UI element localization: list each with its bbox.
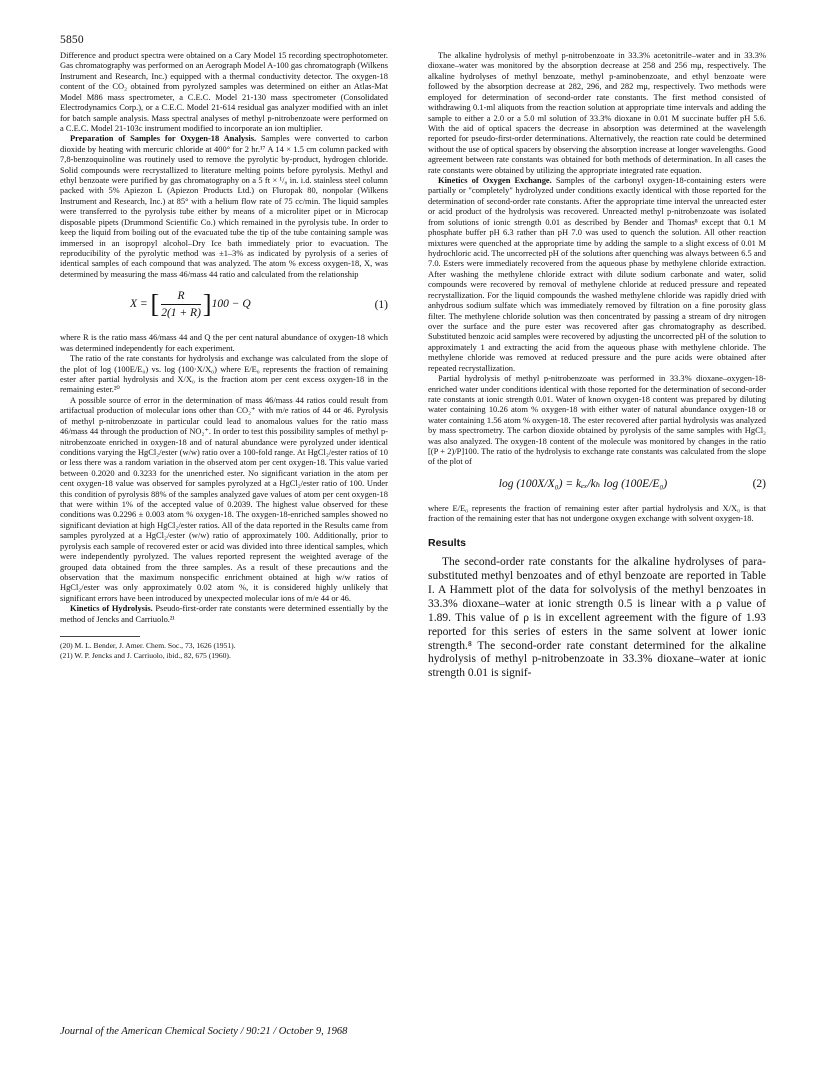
fraction [161, 289, 201, 320]
left-bracket: [ [150, 289, 160, 319]
footnotes [60, 641, 388, 660]
paragraph [60, 133, 388, 279]
paragraph: The alkaline hydrolysis of methyl p-nitrobenzoate in 33.3% acetonitrile–water and in 33.3% dioxane–water was monitored by the absorption decrease at 258 and 256 mμ, respectively. The alkaline hydrolyses of methyl benzoate, methyl p-aminobenzoate, and ethyl benzoate were followed by the absorption decrease at 282, 296, and 282 mμ, respectively. Two methods were employed for determination of second-order rate constants. The first method consisted of withdrawing 0.1-ml aliquots from the reaction solution at appropriate time intervals and adding the sample to either a 2.0 or a 5.0 ml solution of 33.3% dioxane in 0.01 M succinate buffer pH 5.6. With the aid of optical spacers the decrease in absorption was determined at the wavelength reported for pseudo-first-order determinations. Alternatively, the reaction rate could be determined without the use of optical spacers by observing the absorption increase at longer wavelengths. Good agreement between rate constants was obtained for both methods of determination. In all cases the rate constants were obtained by utilizing the appropriate integrated rate equation. [428, 50, 766, 175]
paragraph: Partial hydrolysis of methyl p-nitrobenzoate was performed in 33.3% dioxane–oxygen-18-enriched water under conditions identical with those reported for the determination of second-order rate constants at ionic strength 0.01. Water of known oxygen-18 content was prepared by diluting water containing 10.26 atom % oxygen-18 with either water of natural abundance oxygen-18 or water containing 1.56 atom % oxygen-18. The ester recovered after partial hydrolysis was analyzed by mass spectrometry. The carbon dioxide obtained by pyrolysis of the same samples with HgCl₂ was also analyzed. The oxygen-18 content of the molecule was monitored by changes in the ratio [(P + 2)/P]100. The ratio of the hydrolysis to exchange rate constants was calculated from the slope of the plot of [428, 373, 766, 467]
equation-number: (1) [374, 298, 388, 311]
section-heading: Results [428, 536, 466, 549]
paragraph: The second-order rate constants for the alkaline hydrolyses of para-substituted methyl benzoates and of ethyl benzoate are reported in Table I. A Hammett plot of the data for solvolysis of the methyl benzoates in 33.3% dioxane–water at ionic strength 0.5 is linear with a ρ value of 1.89. This value of ρ is in excellent agreement with the figure of 1.93 reported for this series of esters in the same solvent at lower ionic strength.⁸ The second-order rate constant determined for the alkaline hydrolysis of methyl p-nitrobenzoate in 33.3% dioxane–water at ionic strength 0.01 is signif- [428, 556, 766, 680]
results-section [428, 556, 766, 681]
paragraph: A possible source of error in the determination of mass 46/mass 44 ratios could result from artifactual production of molecular ions other than CO₂⁺ with m/e ratios of 44 or 46. Pyrolysis of methyl p-nitrobenzoate in particular could lead to anomalous values for the ratio mass 46/mass 44 through the production of NO₂⁺. In order to test this possibility samples of methyl p-nitrobenzoate enriched in oxygen-18 and of natural abundance were pyrolyzed under identical conditions varying the HgCl₂/ester (w/w) ratio over a 100-fold range. At HgCl₂/ester ratios of 10 or less there was a random variation in the observed atom per cent oxygen-18. This value varied between 0.2020 and 0.3233 for the unenriched ester. No significant variation in the atom per cent oxygen-18 value was observed for samples pyrolyzed at a HgCl₂/ester ratio of 100. Under this condition of pyrolysis 88% of the samples analyzed gave values of atom per cent oxygen-18 that were within 1% of the accepted value of 0.2039. The highest value observed for these conditions was 0.2296 ± 0.003 atom % oxygen-18. The oxygen-18-enriched samples showed no significant deviation at high HgCl₂/ester ratios. All of the data reported in the Results came from samples pyrolyzed at a HgCl₂/ester (w/w) ratio of approximately 100. Additionally, prior to pyrolysis each sample of recovered ester or acid was divided into three identical samples, which were independently pyrolyzed. The values reported represent the weighted average of the grouped data obtained from the three samples. As a result of these precautions and the observation that the maximum nonspecific enrichment obtained at high w/w ratios of HgCl₂/ester was only approximately 0.02 atom %, it is considered highly unlikely that significant errors have been introduced by unexpected molecular ions of m/e 44 or 46. [60, 394, 388, 603]
equation-number: (2) [752, 477, 766, 490]
left-column [60, 50, 388, 660]
footnote: (21) W. P. Jencks and J. Carriuolo, ibid., 82, 675 (1960). [60, 650, 231, 660]
paragraph [428, 175, 766, 373]
run-in-heading: Kinetics of Hydrolysis. [70, 603, 153, 614]
paragraph-body: Samples of the carbonyl oxygen-18-containing esters were partially or "completely" hydrolyzed under conditions exactly identical with those reported for the determination of second-order rate constants. After the appropriate time interval the unreacted ester or acid product of the hydrolysis was recovered. Unreacted methyl p-nitrobenzoate was isolated from solutions of ionic strength 0.01 as described by Bender and Thomas⁸ except that 0.1 M phosphate buffer pH 6.3 rather than pH 7.0 was used to quench the solution. All other reaction mixtures were quenched at the appropriate time by adding the sample to a slight excess of 0.01 M hydrochloric acid. The uncorrected pH of the solutions after quenching was always between 6.5 and 7.0. Esters were immediately recovered from the aqueous phase by methylene chloride extraction. After washing the methylene chloride extract with dilute sodium carbonate and water, solid compounds were recovered by removal of methylene chloride at reduced pressure and repeated recrystallization. For the liquid compounds the washed methylene chloride was rapidly dried with anhydrous sodium sulfate which was immediately removed by filtration on a fine porosity glass filter. The methylene chloride solution was then concentrated by passing a stream of dry nitrogen over the surface and the pure ester was recovered after gas chromatography as described. Substituted benzoic acid samples were recovered by adjusting the uncorrected pH of the solution to approximately 1 and extracting the acid from the aqueous phase with methylene chloride. The methylene chloride was removed at reduced pressure and the pure acids were obtained after repeated recrystallization. [428, 175, 766, 373]
equation-lhs: X = [130, 298, 151, 311]
equation-2 [428, 477, 766, 491]
equation-1 [60, 289, 388, 320]
paragraph-body: Pseudo-first-order rate constants were determined essentially by the method of Jencks and Carriuolo.²¹ [60, 603, 388, 624]
fraction-numerator: R [161, 289, 201, 305]
paragraph: where E/E₀ represents the fraction of remaining ester after partial hydrolysis and X/X₀ is that fraction of the remaining ester that has not undergone oxygen exchange with solvent oxygen-18. [428, 502, 766, 524]
right-bracket: ] [202, 289, 212, 319]
run-in-heading: Kinetics of Oxygen Exchange. [438, 175, 552, 186]
run-in-heading: Preparation of Samples for Oxygen-18 Analysis. [70, 133, 257, 144]
page-number: 5850 [60, 34, 84, 46]
footnote-divider [60, 636, 140, 637]
paragraph [60, 603, 388, 624]
right-column [428, 50, 766, 681]
equation-rhs: 100 − Q [211, 298, 251, 311]
footnote: (20) M. L. Bender, J. Amer. Chem. Soc., 73, 1626 (1951). [60, 641, 236, 651]
journal-footer: Journal of the American Chemical Society / 90:21 / October 9, 1968 [60, 1026, 348, 1037]
paragraph-body: Samples were converted to carbon dioxide by heating with mercuric chloride at 400° for 2 hr.¹⁷ A 14 × 1.5 cm column packed with 7,8-benzoquinoline was routinely used to remove the pyrolytic by-product, hydrogen chloride. Solid compounds were recrystallized to literature melting points before pyrolysis. Methyl and ethyl benzoate were purified by gas chromatography on a 5 ft × ¹/₈ in. i.d. stainless steel column packed with 5% Apiezon L (Apiezon Products Ltd.) on Fluropak 80, nonpolar (Wilkens Instrument and Research, Inc.) at 85° with a helium flow rate of 75 cc/min. The liquid samples were transferred to the pyrolysis tube either by means of a microliter pipet or in Microcap disposable pipets (Drummond Scientific Co.) which remained in the pyrolysis tube. In order to keep the liquid from boiling out of the evacuated tube the tip of the tube containing sample was immersed in an isopropyl alcohol–Dry Ice bath immediately prior to evacuation. The reproducibility of the pyrolytic method was ±1–3% as indicated by pyrolysis of a series of identical samples of each compound that was analyzed. The atom % excess oxygen-18, X, was determined by measuring the mass 46/mass 44 ratio and calculated from the relationship [60, 133, 388, 279]
paragraph: Difference and product spectra were obtained on a Cary Model 15 recording spectrophotometer. Gas chromatography was performed on an Aerograph Model A-100 gas chromatograph (Wilkens Instrument and Research, Inc.) equipped with a thermal conductivity detector. The oxygen-18 content of the CO₂ obtained from pyrolyzed samples was determined on either an Atlas-Mat Model M86 mass spectrometer, a C.E.C. Model 21-130 mass spectrometer (Consolidated Electrodynamics Corp.), or a C.E.C. Model 21-614 residual gas analyzer modified with an inlet for batch sample analysis. Mass spectral analyses of methyl p-nitrobenzoate were performed on a C.E.C. Model 21-103c instrument modified to incorporate an ion multiplier. [60, 50, 388, 133]
fraction-denominator: 2(1 + R) [161, 307, 201, 320]
paragraph: The ratio of the rate constants for hydrolysis and exchange was calculated from the slope of the plot of log (100E/E₀) vs. log (100·X/X₀) where E/E₀ represents the fraction of remaining ester after partial hydrolysis and X/X₀ is the fraction atom per cent excess oxygen-18 in the remaining ester.²⁰ [60, 353, 388, 395]
paragraph: where R is the ratio mass 46/mass 44 and Q the per cent natural abundance of oxygen-18 which was determined independently for each experiment. [60, 332, 388, 353]
equation-body: log (100X/X₀) = kₑₓ/kₕ log (100E/E₀) [498, 477, 668, 490]
